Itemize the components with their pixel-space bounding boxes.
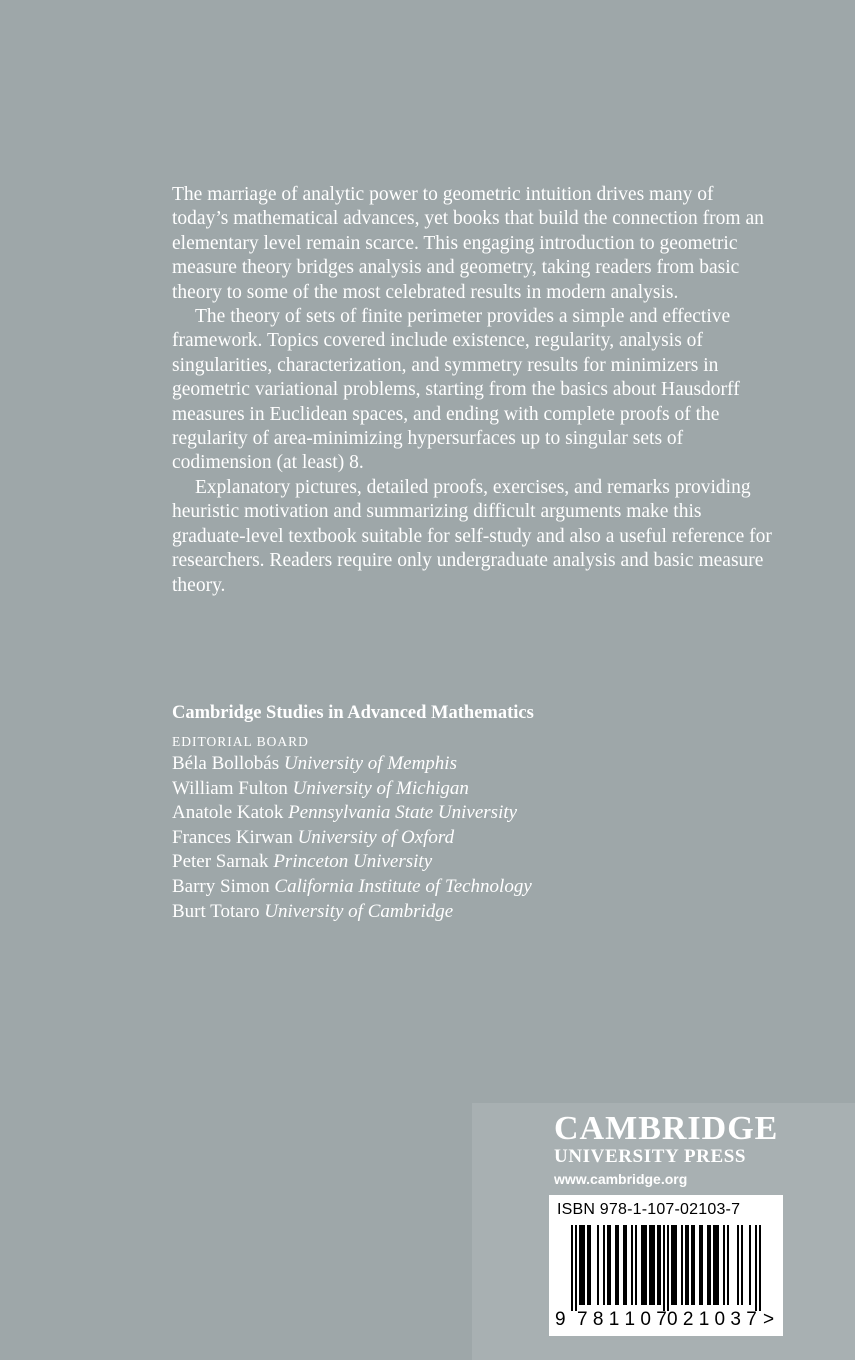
barcode-bar — [749, 1225, 751, 1305]
member-affiliation: University of Oxford — [297, 826, 455, 848]
editorial-board-heading: EDITORIAL BOARD — [172, 734, 309, 749]
barcode-bar — [643, 1225, 645, 1305]
barcode-right-digits: 0 2 1 0 3 7 — [667, 1309, 757, 1330]
publisher-website: www.cambridge.org — [554, 1171, 688, 1187]
member-name: Barry Simon — [172, 875, 270, 897]
barcode-bar — [657, 1225, 659, 1305]
barcode-bar — [755, 1225, 757, 1311]
barcode-bar — [715, 1225, 717, 1305]
blurb-paragraph-3: Explanatory pictures, detailed proofs, exercises, and remarks providing heuristic motivation and summarizing difficult arguments make this graduate-level textbook suitable for self-study and also a useful reference for researchers. Readers require only undergraduate analysis and basic measure theory. — [172, 476, 772, 596]
barcode-bar — [625, 1225, 627, 1305]
board-member — [172, 875, 772, 900]
barcode-bar — [699, 1225, 701, 1305]
barcode-bar — [681, 1225, 683, 1305]
board-member — [172, 801, 772, 826]
member-affiliation: Pennsylvania State University — [288, 802, 518, 824]
barcode-bar — [649, 1225, 651, 1305]
barcode-bar — [663, 1225, 665, 1311]
barcode-bar — [651, 1225, 653, 1305]
barcode-bar — [713, 1225, 715, 1305]
publisher-panel — [472, 1103, 855, 1360]
barcode-bar — [687, 1225, 689, 1305]
editorial-board-list — [172, 752, 772, 924]
barcode-bar — [709, 1225, 711, 1305]
barcode-bar — [671, 1225, 673, 1305]
barcode-bar — [707, 1225, 709, 1305]
barcode-bar — [579, 1225, 581, 1305]
board-member — [172, 900, 772, 925]
series-info — [172, 701, 772, 924]
series-title: Cambridge Studies in Advanced Mathematics — [172, 703, 534, 723]
board-member — [172, 777, 772, 802]
barcode-bar — [635, 1225, 637, 1305]
member-name: Burt Totaro — [172, 900, 260, 922]
barcode-bar — [759, 1225, 761, 1311]
barcode-bar — [653, 1225, 655, 1305]
isbn-label: ISBN 978-1-107-02103-7 — [557, 1201, 741, 1218]
barcode-bar — [717, 1225, 719, 1305]
barcode-left-digits: 7 8 1 1 0 7 — [577, 1309, 667, 1330]
barcode-bar — [741, 1225, 743, 1305]
barcode-bar — [685, 1225, 687, 1305]
barcode-bar — [587, 1225, 589, 1305]
member-name: Peter Sarnak — [172, 851, 269, 873]
barcode-bar — [691, 1225, 693, 1305]
member-name: Anatole Katok — [172, 802, 284, 824]
barcode-bar — [617, 1225, 619, 1305]
barcode-bar — [607, 1225, 609, 1305]
member-name: Béla Bollobás — [172, 753, 280, 774]
barcode-bar — [575, 1225, 577, 1311]
member-affiliation: University of Cambridge — [264, 900, 454, 922]
blurb-paragraph-1: The marriage of analytic power to geometric intuition drives many of today’s mathematical advances, yet books that build the connection from an elementary level remain scarce. This engaging introduction to geometric measure theory bridges analysis and geometry, taking readers from basic theory to some of the most celebrated results in modern analysis. — [172, 184, 764, 303]
barcode-bar — [623, 1225, 625, 1305]
member-affiliation: University of Memphis — [283, 753, 457, 774]
barcode-bar — [727, 1225, 729, 1305]
board-member — [172, 826, 772, 851]
barcode-quiet-zone-marker: > — [763, 1309, 775, 1330]
member-affiliation: Princeton University — [273, 851, 433, 873]
member-name: Frances Kirwan — [172, 826, 293, 848]
barcode-bar — [737, 1225, 739, 1305]
barcode-bar — [571, 1225, 573, 1311]
barcode-bar — [597, 1225, 599, 1305]
barcode-bar — [603, 1225, 605, 1305]
barcode-bar — [701, 1225, 703, 1305]
barcode-bar — [641, 1225, 643, 1305]
barcode-bar — [609, 1225, 611, 1305]
barcode-bar — [673, 1225, 675, 1305]
back-cover-blurb — [172, 183, 772, 598]
barcode-lead-digit: 9 — [555, 1309, 566, 1330]
barcode-bar — [723, 1225, 725, 1305]
publisher-logo-name: CAMBRIDGE — [554, 1110, 779, 1147]
barcode-bar — [583, 1225, 585, 1305]
board-member — [172, 752, 772, 777]
barcode-bar — [615, 1225, 617, 1305]
barcode-bar — [645, 1225, 647, 1305]
member-name: William Fulton — [172, 777, 288, 799]
member-affiliation: California Institute of Technology — [274, 875, 532, 897]
barcode-bar — [589, 1225, 591, 1305]
barcode-bar — [631, 1225, 633, 1305]
barcode-bar — [659, 1225, 661, 1305]
publisher-logo-press: UNIVERSITY PRESS — [554, 1146, 747, 1167]
barcode-bar — [581, 1225, 583, 1305]
blurb-paragraph-2: The theory of sets of finite perimeter provides a simple and effective framework. Topics covered include existence, regularity, analysis of singularities, characterization, and symmetry results for minimizers in geometric variational problems, starting from the basics about Hausdorff measures in Euclidean spaces, and ending with complete proofs of the regularity of area-minimizing hypersurfaces up to singular sets of codimension (at least) 8. — [172, 306, 740, 474]
barcode-bar — [675, 1225, 677, 1305]
barcode-bars — [549, 1225, 783, 1311]
board-member — [172, 850, 772, 875]
barcode-bar — [693, 1225, 695, 1305]
barcode-bar — [667, 1225, 669, 1311]
member-affiliation: University of Michigan — [292, 777, 469, 799]
isbn-barcode — [549, 1195, 783, 1336]
barcode-digits — [549, 1307, 783, 1333]
